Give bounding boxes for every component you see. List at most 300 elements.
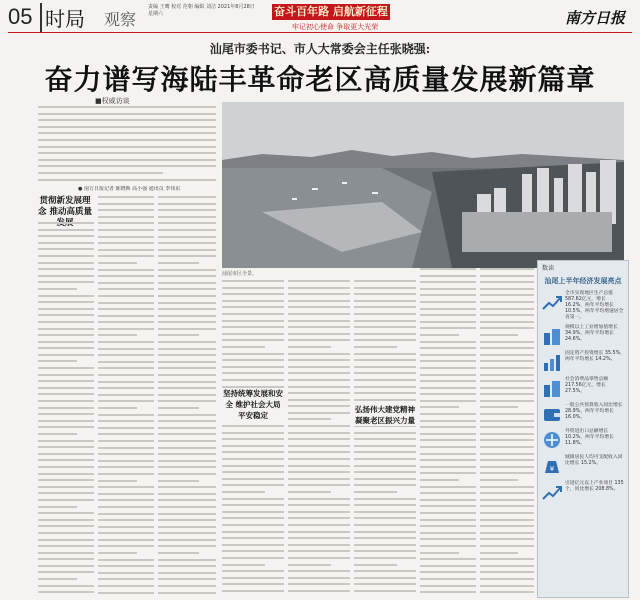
text-line [158, 572, 216, 574]
text-line [158, 545, 216, 547]
text-line [38, 367, 94, 369]
text-line [38, 374, 94, 376]
text-line [222, 583, 284, 585]
stat-text: 外贸进出口总额增长 10.2%，两年平均增长 11.8%。 [565, 429, 614, 446]
text-line [98, 539, 154, 541]
photo-caption: 汕尾市区全景。 [222, 271, 258, 277]
text-line [420, 532, 476, 534]
text-line [158, 216, 216, 218]
text-line [354, 293, 416, 295]
text-line [38, 255, 94, 257]
stat-text: 全市实现地区生产总值 587.62亿元，增长 16.2%，两年平均增长 10.5%，两年平均增速居全省第一。 [565, 291, 624, 320]
text-line [480, 486, 534, 488]
text-line [354, 392, 416, 394]
text-line [38, 262, 94, 264]
text-line [420, 314, 476, 316]
text-line [158, 480, 199, 482]
text-line [38, 492, 94, 494]
text-line [98, 394, 154, 396]
text-line [222, 346, 265, 348]
text-line [158, 559, 216, 561]
text-line [420, 275, 476, 277]
text-line [480, 420, 534, 422]
stat-item [538, 401, 628, 427]
text-line [288, 280, 350, 282]
text-line [222, 333, 284, 335]
text-line [38, 106, 216, 108]
text-line [158, 400, 216, 402]
text-line [158, 433, 216, 435]
growth-arrow-icon [541, 291, 563, 313]
text-line [98, 367, 154, 369]
text-line [98, 203, 154, 205]
text-line [288, 346, 331, 348]
text-line [354, 438, 416, 440]
text-line [158, 222, 216, 224]
text-line [158, 473, 216, 475]
text-line [354, 531, 416, 533]
text-line [420, 281, 476, 283]
text-line [158, 288, 216, 290]
text-line [288, 465, 350, 467]
stat-text: 城镇居民人均可支配收入同比增长 15.2%。 [565, 455, 623, 466]
text-line [98, 249, 154, 251]
text-line [480, 545, 534, 547]
text-line [288, 418, 331, 420]
text-line [38, 235, 94, 237]
text-line [38, 433, 77, 435]
subhead-development: 贯彻新发展理念 推动高质量 [38, 196, 92, 217]
industry-building-icon [541, 325, 563, 347]
text-line [38, 446, 94, 448]
text-line [420, 354, 476, 356]
text-line [354, 379, 416, 381]
text-line [98, 526, 154, 528]
text-line [288, 353, 350, 355]
text-line [222, 544, 284, 546]
text-line [98, 585, 154, 587]
text-line [98, 275, 154, 277]
text-line [480, 380, 534, 382]
text-line [38, 268, 94, 270]
text-line [98, 387, 154, 389]
text-line [480, 334, 518, 336]
text-line [98, 493, 154, 495]
text-line [288, 550, 350, 552]
text-line [222, 524, 284, 526]
text-line [354, 445, 416, 447]
text-line [158, 334, 199, 336]
text-line [420, 426, 476, 428]
text-line [288, 326, 350, 328]
text-line [38, 420, 94, 422]
text-line [420, 387, 476, 389]
text-line [288, 478, 350, 480]
text-line [98, 354, 154, 356]
text-line [420, 400, 476, 402]
text-line [420, 308, 476, 310]
text-line [38, 354, 94, 356]
text-line [98, 407, 137, 409]
text-line [354, 339, 416, 341]
text-line [158, 499, 216, 501]
text-line [38, 308, 94, 310]
text-line [98, 334, 137, 336]
text-line [480, 538, 534, 540]
text-line [98, 433, 154, 435]
section-name: 时局 [40, 3, 85, 32]
text-line [288, 583, 350, 585]
text-line [222, 564, 265, 566]
text-line [222, 432, 284, 434]
text-line [98, 295, 154, 297]
text-line [420, 558, 476, 560]
text-line [288, 405, 350, 407]
text-line [288, 293, 350, 295]
stat-item [538, 289, 628, 323]
text-line [158, 440, 216, 442]
text-line [480, 558, 534, 560]
text-line [480, 268, 534, 270]
text-line [158, 275, 216, 277]
text-line [222, 484, 284, 486]
text-line [98, 229, 154, 231]
text-line [288, 300, 350, 302]
text-line [480, 453, 534, 455]
text-line [480, 281, 534, 283]
text-line [98, 466, 154, 468]
text-line [354, 399, 416, 401]
text-line [98, 480, 137, 482]
text-line [354, 511, 416, 513]
text-line [158, 255, 216, 257]
text-line [420, 347, 476, 349]
text-line [98, 269, 154, 271]
campaign-slogan: 牢记初心使命 争取更大光荣 [292, 23, 379, 31]
text-line [480, 459, 534, 461]
text-line [354, 386, 416, 388]
text-line [288, 570, 350, 572]
stat-item [538, 479, 628, 505]
text-line [480, 492, 534, 494]
text-line [222, 517, 284, 519]
text-line [480, 532, 534, 534]
text-line [222, 577, 284, 579]
text-line [288, 438, 350, 440]
text-line [98, 473, 154, 475]
text-line [480, 327, 534, 329]
body-column-4 [222, 280, 284, 596]
text-line [38, 113, 216, 115]
text-line [38, 552, 94, 554]
text-line [222, 372, 284, 374]
text-line [222, 280, 284, 282]
text-line [354, 537, 416, 539]
text-line [38, 413, 94, 415]
text-line [158, 420, 216, 422]
text-line [158, 196, 216, 198]
text-line [354, 333, 416, 335]
text-line [420, 367, 476, 369]
text-line [354, 313, 416, 315]
text-line [98, 400, 154, 402]
text-line [480, 367, 534, 369]
text-line [38, 146, 216, 148]
text-line [480, 275, 534, 277]
text-line [222, 451, 284, 453]
text-line [38, 165, 216, 167]
text-line [98, 255, 154, 257]
article-title: 奋力谱写海陆丰革命老区高质量发展新篇章 [44, 63, 596, 96]
text-line [420, 519, 476, 521]
text-line [222, 478, 284, 480]
text-line [222, 293, 284, 295]
text-line [38, 565, 94, 567]
text-line [158, 578, 216, 580]
text-line [480, 360, 534, 362]
text-line [98, 348, 154, 350]
sidebar-list [538, 289, 628, 505]
text-line [98, 374, 154, 376]
text-line [158, 519, 216, 521]
text-line [98, 519, 154, 521]
text-line [98, 499, 154, 501]
text-line [288, 524, 350, 526]
text-line [420, 327, 476, 329]
text-line [420, 591, 476, 593]
text-line [354, 504, 416, 506]
text-line [98, 565, 154, 567]
text-line [480, 585, 534, 587]
text-line [38, 506, 77, 508]
text-line [38, 525, 94, 527]
text-line [420, 341, 476, 343]
text-line [222, 359, 284, 361]
text-line [98, 321, 154, 323]
text-line [98, 453, 154, 455]
text-line [158, 427, 216, 429]
text-line [288, 399, 350, 401]
text-line [158, 414, 216, 416]
text-line [158, 453, 216, 455]
text-line [222, 570, 284, 572]
subhead-security: 坚持统筹发展和安全 维护社会大局平安稳定 [223, 389, 283, 420]
text-line [420, 552, 459, 554]
text-line [354, 550, 416, 552]
text-line [480, 578, 534, 580]
text-line [98, 460, 154, 462]
text-line [288, 425, 350, 427]
text-line [354, 366, 416, 368]
stat-text: 引进亿元以上产业项目 135个，同比增长 208.8%。 [565, 481, 624, 492]
campaign-banner: 奋斗百年路 启航新征程 [272, 4, 390, 20]
text-line [354, 280, 416, 282]
text-line [480, 393, 534, 395]
stat-text: 一般公共预算收入同比增长 28.9%，两年平均增长 16.0%。 [565, 403, 623, 420]
text-line [38, 301, 94, 303]
text-line [158, 585, 216, 587]
text-line [222, 498, 284, 500]
text-line [222, 353, 284, 355]
text-line [420, 545, 476, 547]
text-line [158, 236, 216, 238]
text-line [222, 300, 284, 302]
text-line [38, 473, 94, 475]
text-line [288, 412, 350, 414]
text-line [98, 216, 154, 218]
text-line [98, 328, 154, 330]
text-line [222, 537, 284, 539]
text-line [288, 320, 350, 322]
text-line [158, 308, 216, 310]
editor-meta: 责编 王鹰 校对 范朝 编辑 刘洁 2021年8月28日 星期六 [148, 4, 255, 17]
text-line [38, 571, 94, 573]
body-column-7 [420, 268, 476, 596]
text-line [354, 353, 416, 355]
body-column-2 [98, 196, 154, 596]
text-line [98, 361, 154, 363]
money-bag-icon [541, 455, 563, 477]
text-line [420, 413, 476, 415]
text-line [288, 372, 350, 374]
text-line [38, 545, 94, 547]
text-line [354, 524, 416, 526]
text-line [222, 313, 284, 315]
text-line [38, 334, 94, 336]
intro-text [38, 106, 216, 188]
text-line [38, 380, 94, 382]
text-line [480, 354, 534, 356]
text-line [158, 302, 216, 304]
text-line [38, 387, 94, 389]
text-line [354, 478, 416, 480]
text-line [38, 222, 94, 224]
text-line [420, 499, 476, 501]
text-line [222, 465, 284, 467]
text-line [480, 400, 534, 402]
text-line [38, 512, 94, 514]
text-line [158, 315, 216, 317]
text-line [158, 394, 216, 396]
text-line [354, 320, 416, 322]
text-line [98, 545, 154, 547]
text-line [354, 326, 416, 328]
text-line [420, 525, 476, 527]
text-line [354, 359, 416, 361]
text-line [354, 465, 416, 467]
text-line [158, 407, 199, 409]
text-line [38, 229, 94, 231]
text-line [288, 306, 350, 308]
text-line [158, 269, 216, 271]
text-line [38, 393, 94, 395]
text-line [354, 570, 416, 572]
trade-icon [541, 429, 563, 451]
text-line [354, 564, 397, 566]
text-line [98, 552, 137, 554]
text-line [222, 366, 284, 368]
text-line [38, 466, 94, 468]
text-line [420, 288, 476, 290]
text-line [38, 314, 94, 316]
article-subtitle: 汕尾市委书记、市人大常委会主任张晓强: [209, 42, 431, 56]
text-line [480, 466, 534, 468]
text-line [98, 302, 154, 304]
text-line [158, 203, 216, 205]
text-line [480, 512, 534, 514]
text-line [38, 341, 94, 343]
stat-item [538, 375, 628, 401]
text-line [354, 471, 416, 473]
text-line [420, 578, 476, 580]
text-line [222, 504, 284, 506]
section-sub: 观察 [104, 10, 137, 29]
text-line [158, 552, 199, 554]
text-line [480, 499, 534, 501]
body-column-3 [158, 196, 216, 596]
text-line [420, 571, 476, 573]
text-line [420, 420, 476, 422]
text-line [222, 438, 284, 440]
masthead [0, 0, 640, 34]
text-line [288, 471, 350, 473]
text-line [98, 196, 154, 198]
text-line [420, 374, 476, 376]
text-line [98, 262, 137, 264]
text-line [420, 472, 476, 474]
text-line [38, 172, 163, 174]
text-line [158, 387, 216, 389]
text-line [288, 366, 350, 368]
text-line [38, 360, 77, 362]
body-column-8 [480, 268, 534, 596]
text-line [354, 590, 416, 592]
text-line [158, 367, 216, 369]
text-line [354, 306, 416, 308]
text-line [38, 281, 94, 283]
text-line [480, 406, 518, 408]
wallet-icon [541, 403, 563, 425]
text-line [480, 525, 534, 527]
text-line [354, 451, 416, 453]
text-line [480, 314, 534, 316]
text-line [98, 414, 154, 416]
text-line [98, 242, 154, 244]
text-line [420, 393, 476, 395]
sidebar-label: 数读 [542, 265, 555, 272]
text-line [288, 544, 350, 546]
text-line [480, 565, 534, 567]
text-line [222, 425, 284, 427]
text-line [354, 544, 416, 546]
text-line [38, 139, 216, 141]
text-line [480, 413, 534, 415]
text-line [38, 519, 94, 521]
text-line [420, 433, 476, 435]
text-line [98, 592, 154, 594]
text-line [288, 531, 350, 533]
text-line [158, 447, 216, 449]
page-number: 05 [8, 4, 33, 29]
growth-arrow-icon [541, 481, 563, 503]
text-line [38, 440, 94, 442]
text-line [98, 315, 154, 317]
text-line [288, 445, 350, 447]
text-line [420, 439, 476, 441]
text-line [288, 339, 350, 341]
text-line [222, 531, 284, 533]
industry-building-icon [541, 377, 563, 399]
